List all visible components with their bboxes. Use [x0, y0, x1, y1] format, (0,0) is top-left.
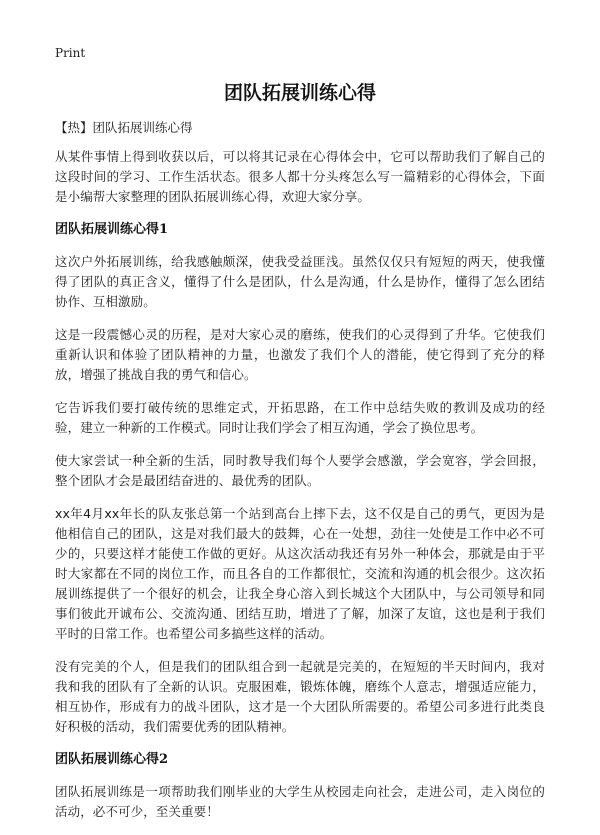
paragraph: 它告诉我们要打破传统的思维定式，开拓思路，在工作中总结失败的教训及成功的经验，建立一种新的工作模式。同时让我们学会了相互沟通，学会了换位思考。	[55, 400, 545, 435]
page-title: 团队拓展训练心得	[223, 82, 376, 104]
tagline: 【热】团队拓展训练心得	[55, 120, 193, 135]
print-link[interactable]: Print	[55, 46, 86, 60]
paragraph: xx年4月xx年长的队友张总第一个站到高台上摔下去，这不仅是自己的勇气，更因为是他相信自己的团队，这是对我们最大的鼓舞，心在一处想，劲往一处使是工作中必不可少的，只要这样才能使工作做的更好。从这次活动我还有另外一种体会，那就是由于平时大家都在不同的岗位工作，而且各自的工作都很忙，交流和沟通的机会很少。这次拓展训练提供了一个很好的机会，让我全身心溶入到长城这个大团队中，与公司领导和同事们彼此开诚布公、交流沟通、团结互助，增进了了解，加深了友谊，这也是利于我们平时的日常工作。也希望公司多搞些这样的活动。	[55, 506, 545, 641]
paragraph: 团队拓展训练是一项帮助我们刚毕业的大学生从校园走向社会，走进公司，走入岗位的活动，必不可少，至关重要！	[55, 784, 545, 819]
section-heading-1: 团队拓展训练心得1	[55, 222, 169, 237]
paragraph: 使大家尝试一种全新的生活，同时教导我们每个人要学会感激，学会宽容，学会回报，整个团队才会是最团结奋进的、最优秀的团队。	[55, 453, 545, 488]
paragraph: 没有完美的个人，但是我们的团队组合到一起就是完美的，在短短的半天时间内，我对我和我的团队有了全新的认识。克服困难，锻炼体魄，磨练个人意志，增强适应能力，相互协作，形成有力的战斗团队，这才是一个大团队所需要的。希望公司多进行此类良好积极的活动，我们需要优秀的团队精神。	[55, 659, 545, 734]
document-body	[55, 118, 545, 835]
paragraph: 这次户外拓展训练，给我感触颇深，使我受益匪浅。虽然仅仅只有短短的两天，使我懂得了团队的真正含义，懂得了什么是团队，什么是沟通，什么是协作，懂得了怎么团结协作、互相激励。	[55, 254, 545, 309]
section-heading-2: 团队拓展训练心得2	[55, 752, 169, 767]
paragraph: 这是一段震憾心灵的历程，是对大家心灵的磨练，使我们的心灵得到了升华。它使我们重新认识和体验了团队精神的力量，也激发了我们个人的潜能，使它得到了充分的释放，增强了挑战自我的勇气和信心。	[55, 327, 545, 382]
intro-paragraph: 从某件事情上得到收获以后，可以将其记录在心得体会中，它可以帮助我们了解自己的这段时间的学习、工作生活状态。很多人都十分头疼怎么写一篇精彩的心得体会，下面是小编帮大家整理的团队拓展训练心得，欢迎大家分享。	[55, 149, 545, 204]
